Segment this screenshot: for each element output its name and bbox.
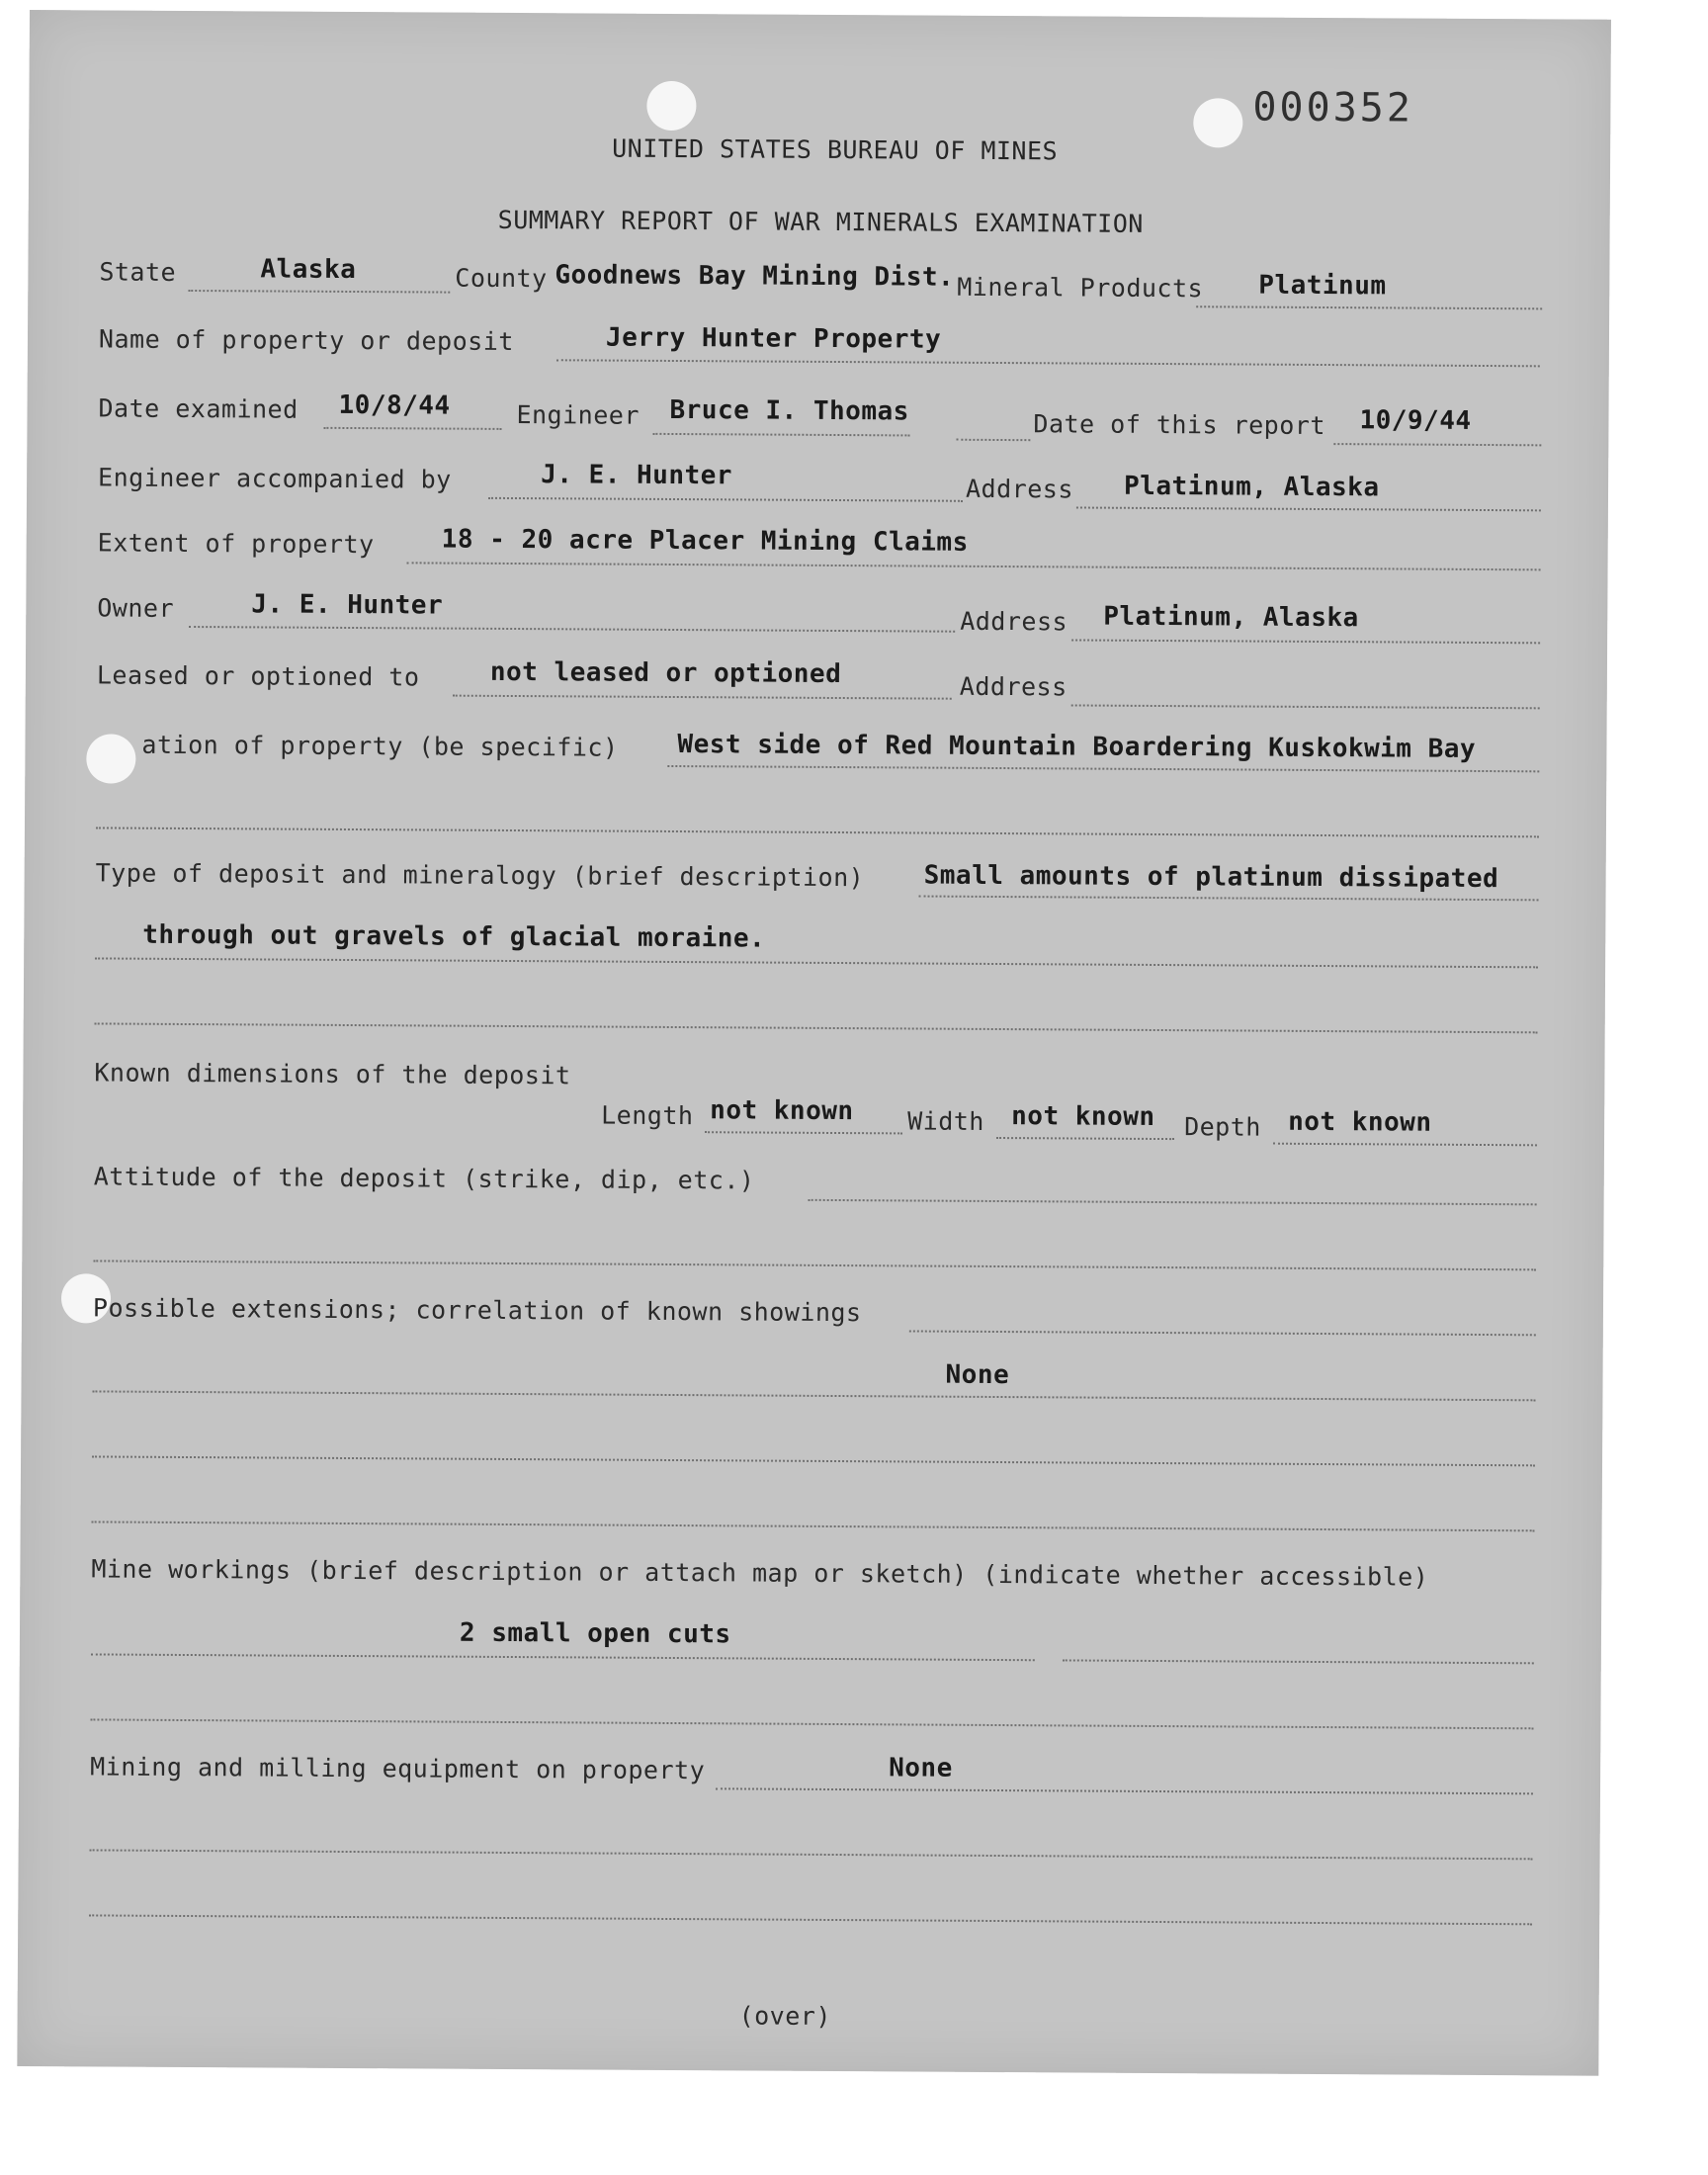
accompanied-by-label: Engineer accompanied by	[98, 463, 452, 494]
owner-value: J. E. Hunter	[251, 589, 444, 621]
property-name-line	[556, 359, 1540, 367]
length-line	[705, 1131, 902, 1134]
location-line	[667, 765, 1539, 772]
extent-label: Extent of property	[97, 528, 375, 560]
type-of-deposit-label: Type of deposit and mineralogy (brief description)	[95, 858, 865, 893]
property-name-value: Jerry Hunter Property	[605, 322, 942, 355]
owner-address-value: Platinum, Alaska	[1103, 601, 1359, 634]
type-value-line-1: Small amounts of platinum dissipated	[923, 860, 1499, 895]
location-line-2	[96, 826, 1539, 837]
mineral-products-value: Platinum	[1258, 270, 1387, 302]
equipment-line-3	[89, 1914, 1532, 1925]
county-value: Goodnews Bay Mining Dist.	[555, 260, 955, 293]
report-sheet	[17, 10, 1611, 2076]
width-line	[996, 1137, 1174, 1140]
date-of-report-value: 10/9/44	[1359, 405, 1472, 436]
leased-line	[453, 695, 952, 700]
owner-address-line	[1071, 639, 1540, 644]
engineer-value: Bruce I. Thomas	[669, 394, 909, 427]
depth-label: Depth	[1184, 1112, 1261, 1142]
leased-address-label: Address	[959, 671, 1068, 702]
stamp-number: 000352	[1252, 84, 1414, 131]
owner-label: Owner	[97, 593, 175, 623]
known-dimensions-label: Known dimensions of the deposit	[94, 1058, 571, 1090]
punch-hole	[646, 81, 696, 130]
equipment-line	[716, 1787, 1533, 1794]
width-value: not known	[1011, 1101, 1155, 1132]
type-line-3	[95, 1022, 1538, 1033]
state-line	[188, 290, 450, 294]
attitude-line-2	[93, 1260, 1536, 1270]
equipment-label: Mining and milling equipment on property	[90, 1752, 706, 1785]
mine-workings-line	[91, 1653, 1035, 1661]
type-value-line-2: through out gravels of glacial moraine.	[142, 919, 766, 954]
equipment-value: None	[889, 1753, 953, 1784]
leased-address-line	[1071, 704, 1540, 709]
accompanied-address-line	[1076, 506, 1541, 511]
engineer-line	[652, 433, 909, 437]
punch-hole	[86, 734, 135, 783]
date-of-report-line	[1333, 443, 1541, 446]
extensions-line-4	[92, 1521, 1535, 1531]
length-value: not known	[710, 1095, 854, 1127]
date-examined-line	[323, 427, 501, 430]
extensions-line	[909, 1330, 1536, 1336]
date-report-leader-line	[956, 439, 1030, 441]
property-name-label: Name of property or deposit	[98, 324, 514, 356]
form-title: SUMMARY REPORT OF WAR MINERALS EXAMINATION	[497, 205, 1144, 238]
date-examined-label: Date examined	[98, 393, 299, 424]
state-value: Alaska	[260, 254, 357, 286]
accompanied-by-line	[488, 497, 963, 502]
type-line-1	[919, 896, 1539, 902]
depth-line	[1273, 1143, 1537, 1147]
date-of-report-label: Date of this report	[1033, 409, 1326, 441]
mine-workings-value: 2 small open cuts	[459, 1617, 731, 1650]
attitude-line	[809, 1199, 1537, 1206]
state-label: State	[99, 257, 177, 287]
leased-value: not leased or optioned	[489, 656, 842, 690]
location-label: ation of property (be specific)	[141, 730, 619, 762]
extensions-value: None	[945, 1359, 1010, 1391]
owner-address-label: Address	[960, 606, 1068, 637]
owner-line	[189, 626, 955, 633]
length-label: Length	[601, 1100, 694, 1131]
mineral-products-line	[1196, 305, 1542, 309]
mine-workings-line-2	[90, 1718, 1533, 1729]
equipment-line-2	[90, 1849, 1533, 1860]
mine-workings-label: Mine workings (brief description or attach map or sketch) (indicate whether accessible)	[91, 1554, 1429, 1592]
mineral-products-label: Mineral Products	[957, 272, 1204, 304]
extensions-line-2	[92, 1390, 1535, 1401]
date-examined-value: 10/8/44	[338, 390, 451, 421]
attitude-label: Attitude of the deposit (strike, dip, etc.)	[93, 1162, 755, 1195]
leased-label: Leased or optioned to	[96, 660, 420, 692]
depth-value: not known	[1288, 1106, 1432, 1138]
engineer-label: Engineer	[516, 400, 640, 430]
mine-workings-line-b	[1063, 1659, 1534, 1664]
agency-heading: UNITED STATES BUREAU OF MINES	[612, 133, 1059, 166]
type-line-2	[95, 957, 1538, 968]
punch-hole	[1193, 98, 1242, 147]
county-label: County	[455, 263, 548, 294]
accompanied-address-label: Address	[965, 474, 1074, 504]
accompanied-by-value: J. E. Hunter	[541, 460, 733, 491]
accompanied-address-value: Platinum, Alaska	[1123, 471, 1380, 503]
over-note: (over)	[738, 2001, 832, 2031]
location-value: West side of Red Mountain Boardering Kuskokwim Bay	[677, 730, 1477, 764]
extent-line	[407, 562, 1541, 570]
extent-value: 18 - 20 acre Placer Mining Claims	[441, 524, 969, 558]
width-label: Width	[907, 1106, 985, 1136]
extensions-label: Possible extensions; correlation of known showings	[92, 1293, 862, 1328]
extensions-line-3	[92, 1455, 1535, 1466]
